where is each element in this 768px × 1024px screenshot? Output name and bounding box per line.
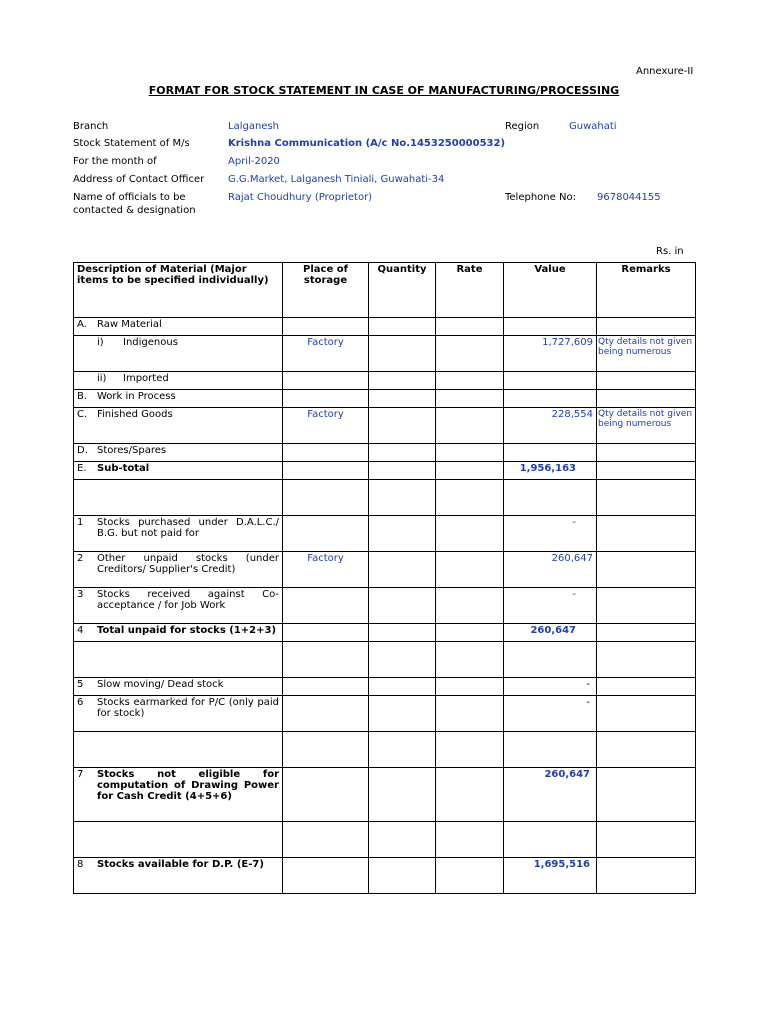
row-description: Raw Material [97,319,162,330]
table-row [74,408,696,444]
row-value: 1,956,163 [504,462,597,480]
table-row [74,516,696,552]
table-row [74,624,696,642]
row-value: - [504,696,597,732]
row-place: Factory [283,552,369,588]
row-number: ii) [97,373,107,384]
table-row [74,444,696,462]
row-description: Sub-total [97,463,150,474]
table-row-blank [74,822,696,858]
row-value: 260,647 [504,768,597,822]
table-row [74,462,696,480]
row-description: Slow moving/ Dead stock [97,679,224,690]
stock-statement-label: Stock Statement of M/s [73,138,190,149]
branch-value: Lalganesh [228,121,279,132]
row-value: - [504,678,597,696]
row-description: Stocks available for D.P. (E-7) [97,859,264,870]
table-row [74,768,696,822]
row-description: Work in Process [97,391,176,402]
row-value: - [504,516,597,552]
month-value: April-2020 [228,156,280,167]
row-description: Imported [123,373,169,384]
region-value: Guwahati [569,121,617,132]
address-label: Address of Contact Officer [73,174,205,185]
row-remark: Qty details not given being numerous [597,408,696,444]
row-number: 8 [77,859,84,870]
table-row-blank [74,642,696,678]
row-number: D. [77,445,88,456]
col-value: Value [504,263,597,318]
row-number: 6 [77,697,84,708]
table-row [74,588,696,624]
officials-label-line2: contacted & designation [73,205,196,216]
row-number: E. [77,463,87,474]
row-number: 1 [77,517,84,528]
table-row [74,552,696,588]
row-description: Stocks earmarked for P/C (only paid for stock) [97,697,279,719]
col-description: Description of Material (Major items to be specified individually) [74,263,283,318]
page-title [0,84,768,97]
col-place: Place of storage [283,263,369,318]
row-value: - [504,588,597,624]
table-row-blank [74,480,696,516]
row-description: Stores/Spares [97,445,167,456]
row-description: Other unpaid stocks (under Creditors/ Supplier's Credit) [97,553,279,575]
row-number: 4 [77,625,84,636]
row-remark: Qty details not given being numerous [597,336,696,372]
annexure-label: Annexure-II [636,66,694,77]
row-place: Factory [283,408,369,444]
telephone-label: Telephone No: [505,192,576,203]
col-quantity: Quantity [369,263,436,318]
row-description: Indigenous [123,337,178,348]
row-value: 260,647 [504,624,597,642]
row-place: Factory [283,336,369,372]
row-number: 7 [77,769,84,780]
row-number: C. [77,409,88,420]
address-value: G.G.Market, Lalganesh Tiniali, Guwahati-34 [228,174,445,185]
row-description: Stocks purchased under D.A.L.C./ B.G. but not paid for [97,517,279,539]
row-value: 228,554 [504,408,597,444]
currency-unit: Rs. in [656,246,684,257]
col-rate: Rate [436,263,504,318]
table-row [74,390,696,408]
table-row [74,318,696,336]
row-description: Finished Goods [97,409,173,420]
stock-table [73,262,696,894]
table-row [74,336,696,372]
table-row [74,696,696,732]
row-value: 1,695,516 [504,858,597,894]
stock-statement-value: Krishna Communication (A/c No.1453250000532) [228,138,506,149]
row-number: A. [77,319,87,330]
table-row [74,372,696,390]
row-description: Stocks received against Co-acceptance / for Job Work [97,589,279,611]
month-label: For the month of [73,156,157,167]
col-remarks: Remarks [597,263,696,318]
title-text: FORMAT FOR STOCK STATEMENT IN CASE OF MANUFACTURING/PROCESSING [148,84,620,97]
officials-label-line1: Name of officials to be [73,192,186,203]
region-label: Region [505,121,540,132]
row-value: 260,647 [504,552,597,588]
row-description: Stocks not eligible for computation of Drawing Power for Cash Credit (4+5+6) [97,769,279,802]
table-row-blank [74,732,696,768]
row-number: 2 [77,553,84,564]
row-number: B. [77,391,88,402]
officials-value: Rajat Choudhury (Proprietor) [228,192,373,203]
row-number: 3 [77,589,84,600]
table-row [74,678,696,696]
row-description: Total unpaid for stocks (1+2+3) [97,625,277,636]
row-value: 1,727,609 [504,336,597,372]
row-number: 5 [77,679,84,690]
table-row [74,858,696,894]
branch-label: Branch [73,121,109,132]
table-header-row [74,263,696,318]
telephone-value: 9678044155 [597,192,661,203]
row-number: i) [97,337,104,348]
